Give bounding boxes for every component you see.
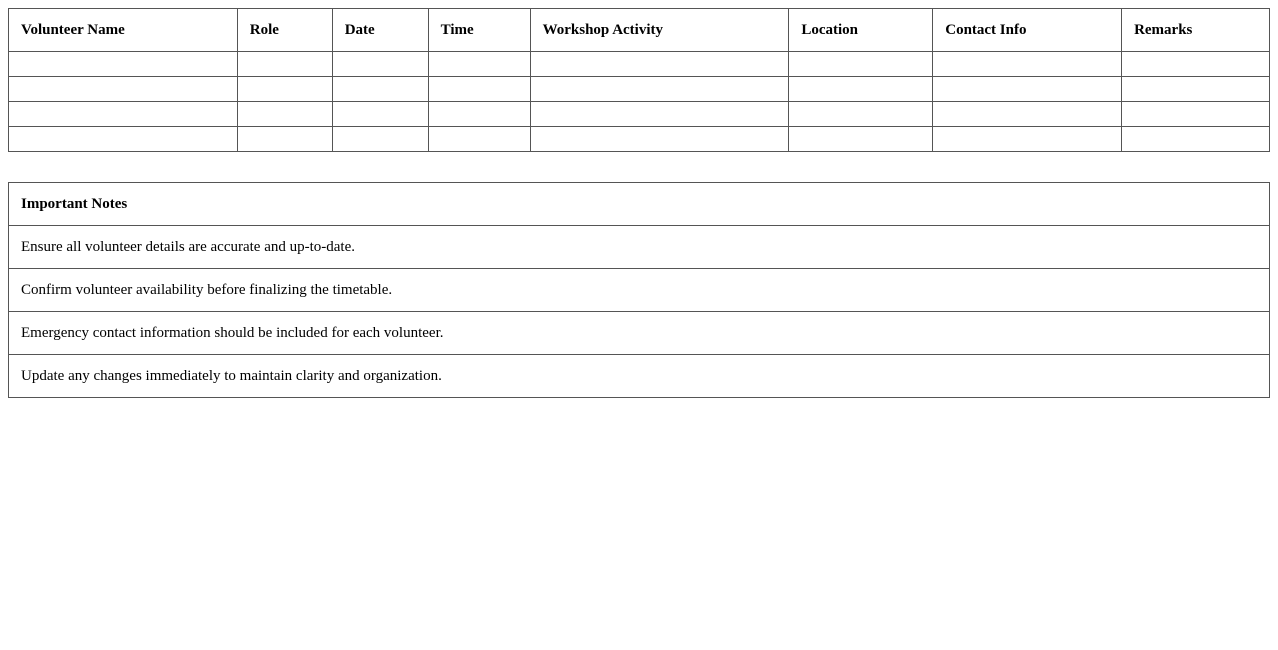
table-row (9, 102, 1270, 127)
cell-workshop-activity (530, 102, 789, 127)
cell-date (332, 127, 428, 152)
table-header-row (9, 9, 1270, 52)
cell-contact-info (933, 77, 1122, 102)
column-header-remarks: Remarks (1122, 9, 1270, 52)
table-row (9, 127, 1270, 152)
cell-time (428, 77, 530, 102)
cell-contact-info (933, 52, 1122, 77)
cell-workshop-activity (530, 77, 789, 102)
table-row (9, 52, 1270, 77)
note-text: Ensure all volunteer details are accurate and up-to-date. (9, 226, 1270, 269)
cell-role (237, 52, 332, 77)
list-item (9, 355, 1270, 398)
cell-role (237, 102, 332, 127)
cell-location (789, 127, 933, 152)
cell-date (332, 52, 428, 77)
cell-time (428, 102, 530, 127)
cell-volunteer-name (9, 102, 238, 127)
cell-remarks (1122, 52, 1270, 77)
important-notes-table (8, 182, 1270, 398)
note-text: Update any changes immediately to maintain clarity and organization. (9, 355, 1270, 398)
column-header-date: Date (332, 9, 428, 52)
cell-contact-info (933, 102, 1122, 127)
cell-role (237, 127, 332, 152)
cell-role (237, 77, 332, 102)
list-item (9, 269, 1270, 312)
note-text: Confirm volunteer availability before finalizing the timetable. (9, 269, 1270, 312)
column-header-workshop-activity: Workshop Activity (530, 9, 789, 52)
cell-volunteer-name (9, 77, 238, 102)
cell-contact-info (933, 127, 1122, 152)
column-header-volunteer-name: Volunteer Name (9, 9, 238, 52)
notes-title: Important Notes (9, 183, 1270, 226)
cell-remarks (1122, 127, 1270, 152)
cell-location (789, 52, 933, 77)
cell-time (428, 127, 530, 152)
cell-location (789, 77, 933, 102)
notes-header-row (9, 183, 1270, 226)
list-item (9, 226, 1270, 269)
cell-remarks (1122, 102, 1270, 127)
cell-location (789, 102, 933, 127)
list-item (9, 312, 1270, 355)
column-header-time: Time (428, 9, 530, 52)
cell-date (332, 77, 428, 102)
cell-remarks (1122, 77, 1270, 102)
cell-volunteer-name (9, 127, 238, 152)
table-row (9, 77, 1270, 102)
column-header-location: Location (789, 9, 933, 52)
volunteer-schedule-table (8, 8, 1270, 152)
note-text: Emergency contact information should be included for each volunteer. (9, 312, 1270, 355)
cell-volunteer-name (9, 52, 238, 77)
cell-workshop-activity (530, 127, 789, 152)
cell-time (428, 52, 530, 77)
column-header-role: Role (237, 9, 332, 52)
column-header-contact-info: Contact Info (933, 9, 1122, 52)
cell-date (332, 102, 428, 127)
cell-workshop-activity (530, 52, 789, 77)
